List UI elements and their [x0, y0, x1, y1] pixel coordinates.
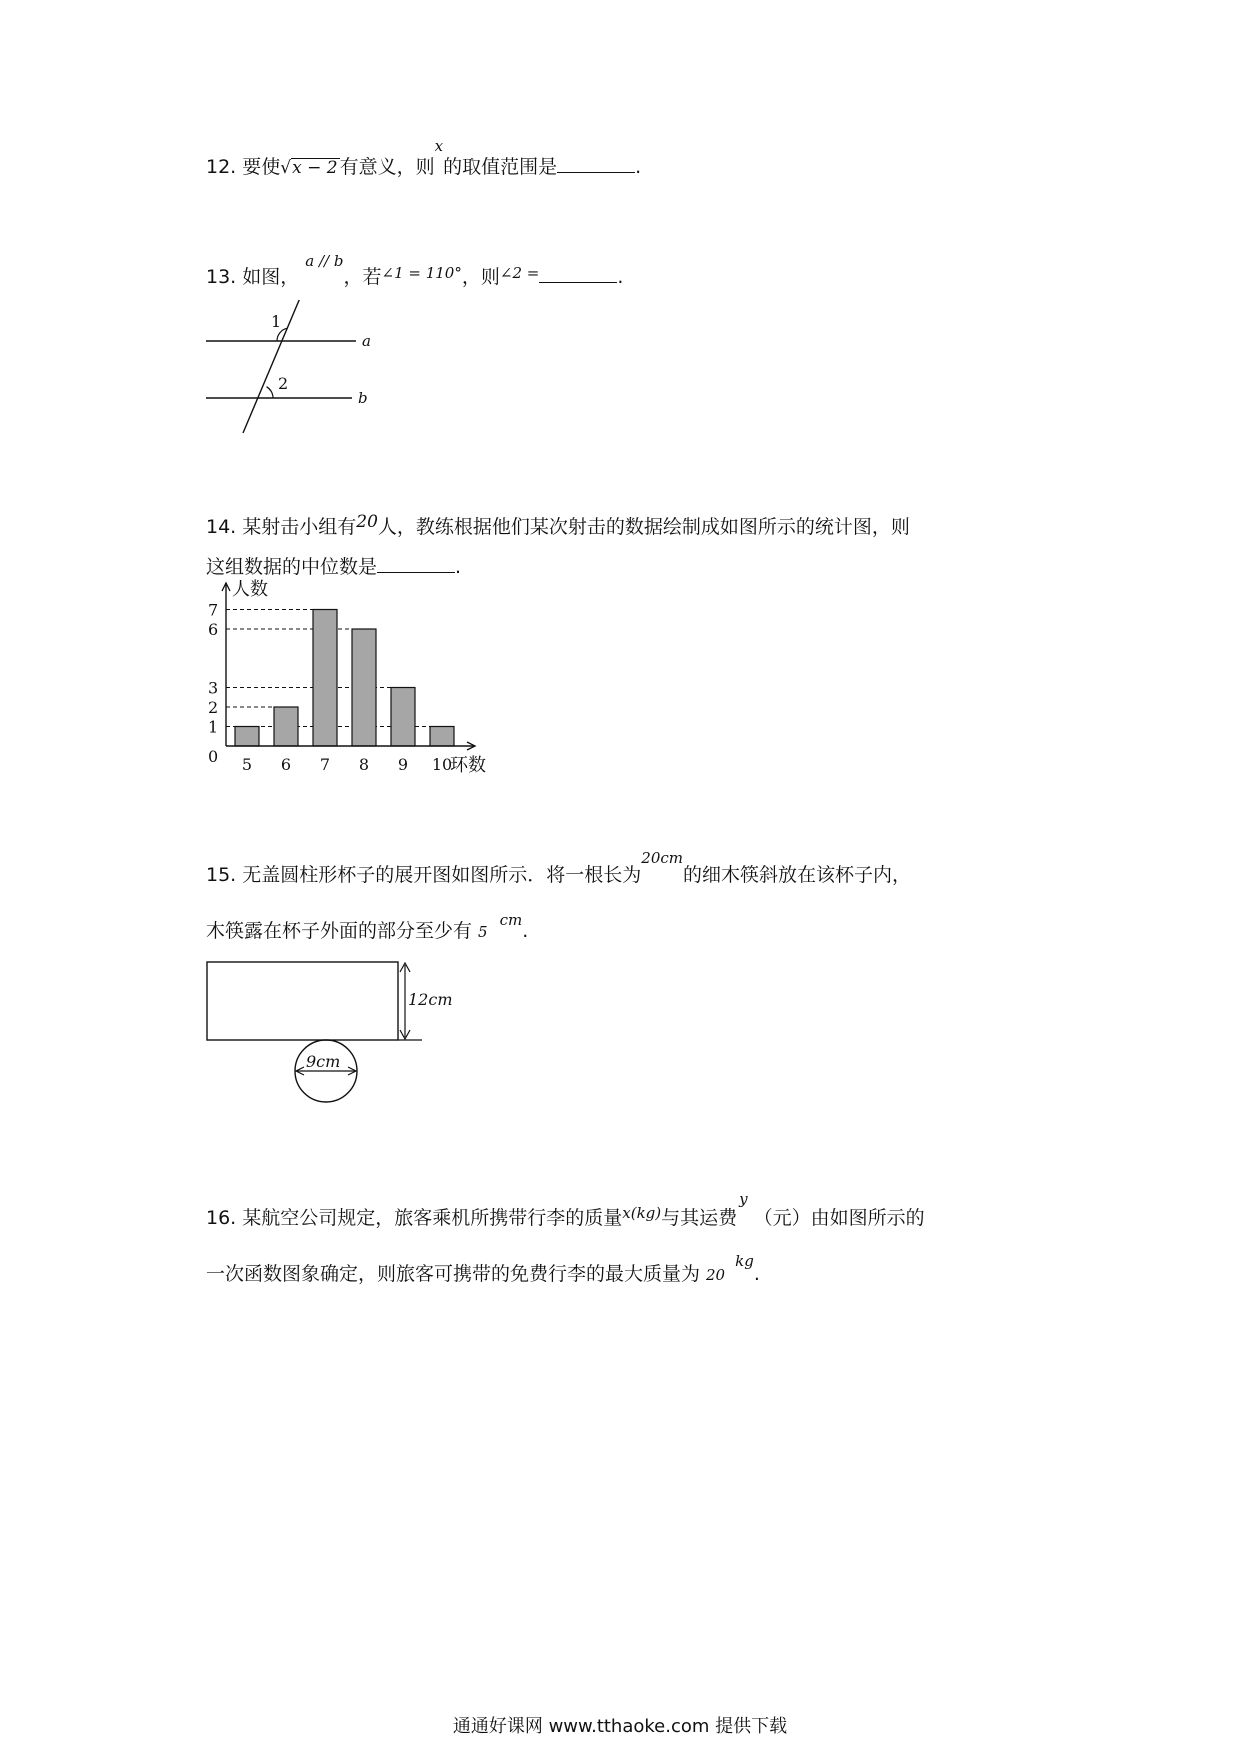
angle1-expression: ∠1 = 110°	[381, 264, 462, 282]
answer-blank[interactable]	[539, 282, 617, 283]
count-value: 20	[356, 512, 378, 532]
y-tick-label: 7	[208, 600, 219, 620]
question-number: 16.	[206, 1207, 237, 1229]
y-axis-title: 人数	[232, 579, 268, 600]
answer-blank[interactable]	[557, 172, 635, 173]
line-b-label: b	[358, 389, 368, 407]
answer-value: 20	[706, 1266, 726, 1284]
parallel-lines-figure	[200, 300, 400, 440]
fee-variable: y	[739, 1190, 748, 1208]
question-14-line2: 这组数据的中位数是 .	[206, 556, 462, 578]
question-number: 14.	[206, 516, 237, 538]
question-14-line1: 14. 某射击小组有20人，教练根据他们某次射击的数据绘制成如图所示的统计图，则	[206, 512, 910, 538]
length-value: 20cm	[641, 849, 683, 867]
x-tick-label: 5	[241, 755, 253, 774]
x-tick-label: 8	[358, 755, 370, 774]
y-tick-label: 1	[208, 717, 219, 737]
y-tick-label: 2	[208, 698, 219, 717]
line-a-label: a	[362, 332, 371, 350]
bar	[313, 610, 337, 747]
mass-variable: x(kg)	[622, 1204, 662, 1222]
question-15-line2: 木筷露在杯子外面的部分至少有 $5^{cm}$.	[206, 911, 529, 942]
height-label: 12cm	[408, 990, 453, 1009]
y-tick-label: 6	[208, 620, 219, 639]
answer-unit: kg	[735, 1252, 754, 1270]
angle2-arc	[267, 387, 274, 398]
bar	[430, 727, 454, 747]
question-number: 13.	[206, 266, 237, 288]
cylinder-net-figure	[200, 955, 460, 1110]
question-13: 13. 如图，$^{a // b}$，若$^{\angle 1 = 110^\circ}$，则$^{\angle 2 =}$ .	[206, 252, 624, 288]
question-16-line1: 16. 某航空公司规定，旅客乘机所携带行李的质量$^{x(kg)}$与其运费$^y$（元）由如图所示的	[206, 1190, 925, 1229]
variable-x: x	[434, 137, 444, 155]
angle2-expression: ∠2 =	[499, 264, 540, 282]
x-tick-label: 6	[280, 755, 292, 774]
question-15-line1: 15. 无盖圆柱形杯子的展开图如图所示．将一根长为$^{20cm}$的细木筷斜放在该杯子内，	[206, 849, 912, 886]
question-number: 15.	[206, 864, 237, 886]
bar	[352, 629, 376, 746]
angle2-label: 2	[278, 374, 289, 393]
side-rectangle	[207, 962, 398, 1040]
page-footer: 通通好课网 www.tthaoke.com 提供下载	[452, 1716, 788, 1737]
x-tick-label: 7	[319, 755, 331, 774]
diameter-label: 9cm	[306, 1052, 341, 1071]
x-tick-label: 10	[431, 755, 453, 774]
x-tick-label: 9	[397, 755, 409, 774]
question-number: 12.	[206, 156, 237, 178]
parallel-expression: a // b	[305, 252, 344, 270]
bar	[274, 707, 298, 746]
bar	[235, 727, 259, 747]
question-12: 12. 要使√x − 2 有意义，则$^x$的取值范围是 .	[206, 137, 642, 178]
y-tick-label: 3	[208, 678, 219, 698]
sqrt-expression: √x − 2	[280, 158, 338, 178]
origin-label: 0	[208, 747, 219, 766]
question-16-line2: 一次函数图象确定，则旅客可携带的免费行李的最大质量为 $20^{kg}$.	[206, 1252, 760, 1285]
answer-value: 5	[478, 923, 488, 941]
answer-blank[interactable]	[377, 572, 455, 573]
bar	[391, 688, 415, 747]
shooting-bar-chart	[200, 575, 500, 780]
answer-unit: cm	[499, 911, 523, 929]
angle1-label: 1	[271, 312, 282, 331]
x-axis-title: 环数	[450, 755, 486, 776]
